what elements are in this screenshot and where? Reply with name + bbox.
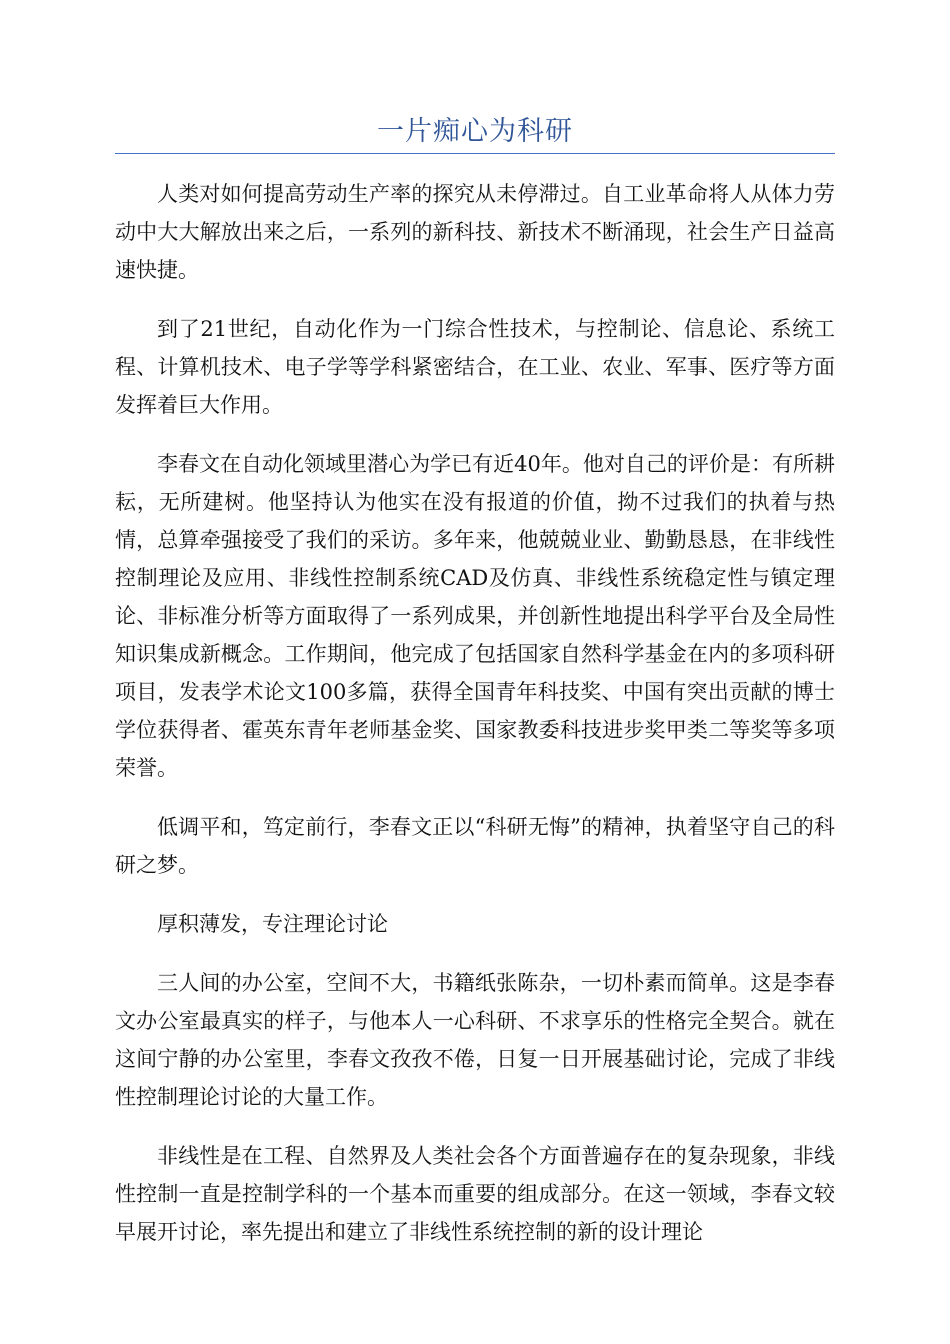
document-title: 一片痴心为科研 [377,116,573,147]
document-body [115,175,835,1272]
paragraph-5: 三人间的办公室，空间不大，书籍纸张陈杂，一切朴素而简单。这是李春文办公室最真实的样子，与他本人一心科研、不求享乐的性格完全契合。就在这间宁静的办公室里，李春文孜孜不倦，日复一日开展基础讨论，完成了非线性控制理论讨论的大量工作。 [115,971,835,1109]
title-underline [115,153,835,154]
paragraph-1: 人类对如何提高劳动生产率的探究从未停滞过。自工业革命将人从体力劳动中大大解放出来之后，一系列的新科技、新技术不断涌现，社会生产日益高速快捷。 [115,182,835,282]
paragraph-2: 到了21世纪，自动化作为一门综合性技术，与控制论、信息论、系统工程、计算机技术、电子学等学科紧密结合，在工业、农业、军事、医疗等方面发挥着巨大作用。 [115,317,835,417]
paragraph-4: 低调平和，笃定前行，李春文正以“科研无悔”的精神，执着坚守自己的科研之梦。 [115,815,835,877]
paragraph-3: 李春文在自动化领域里潜心为学已有近40年。他对自己的评价是：有所耕耘，无所建树。他坚持认为他实在没有报道的价值，拗不过我们的执着与热情，总算牵强接受了我们的采访。多年来，他兢兢业业、勤勤恳恳，在非线性控制理论及应用、非线性控制系统CAD及仿真、非线性系统稳定性与镇定理论、非标准分析等方面取得了一系列成果，并创新性地提出科学平台及全局性知识集成新概念。工作期间，他完成了包括国家自然科学基金在内的多项科研项目，发表学术论文100多篇，获得全国青年科技奖、中国有突出贡献的博士学位获得者、霍英东青年老师基金奖、国家教委科技进步奖甲类二等奖等多项荣誉。 [115,452,835,780]
section-heading: 厚积薄发，专注理论讨论 [157,912,388,936]
paragraph-6: 非线性是在工程、自然界及人类社会各个方面普遍存在的复杂现象，非线性控制一直是控制学科的一个基本而重要的组成部分。在这一领域，李春文较早展开讨论，率先提出和建立了非线性系统控制的新的设计理论 [115,1144,835,1244]
